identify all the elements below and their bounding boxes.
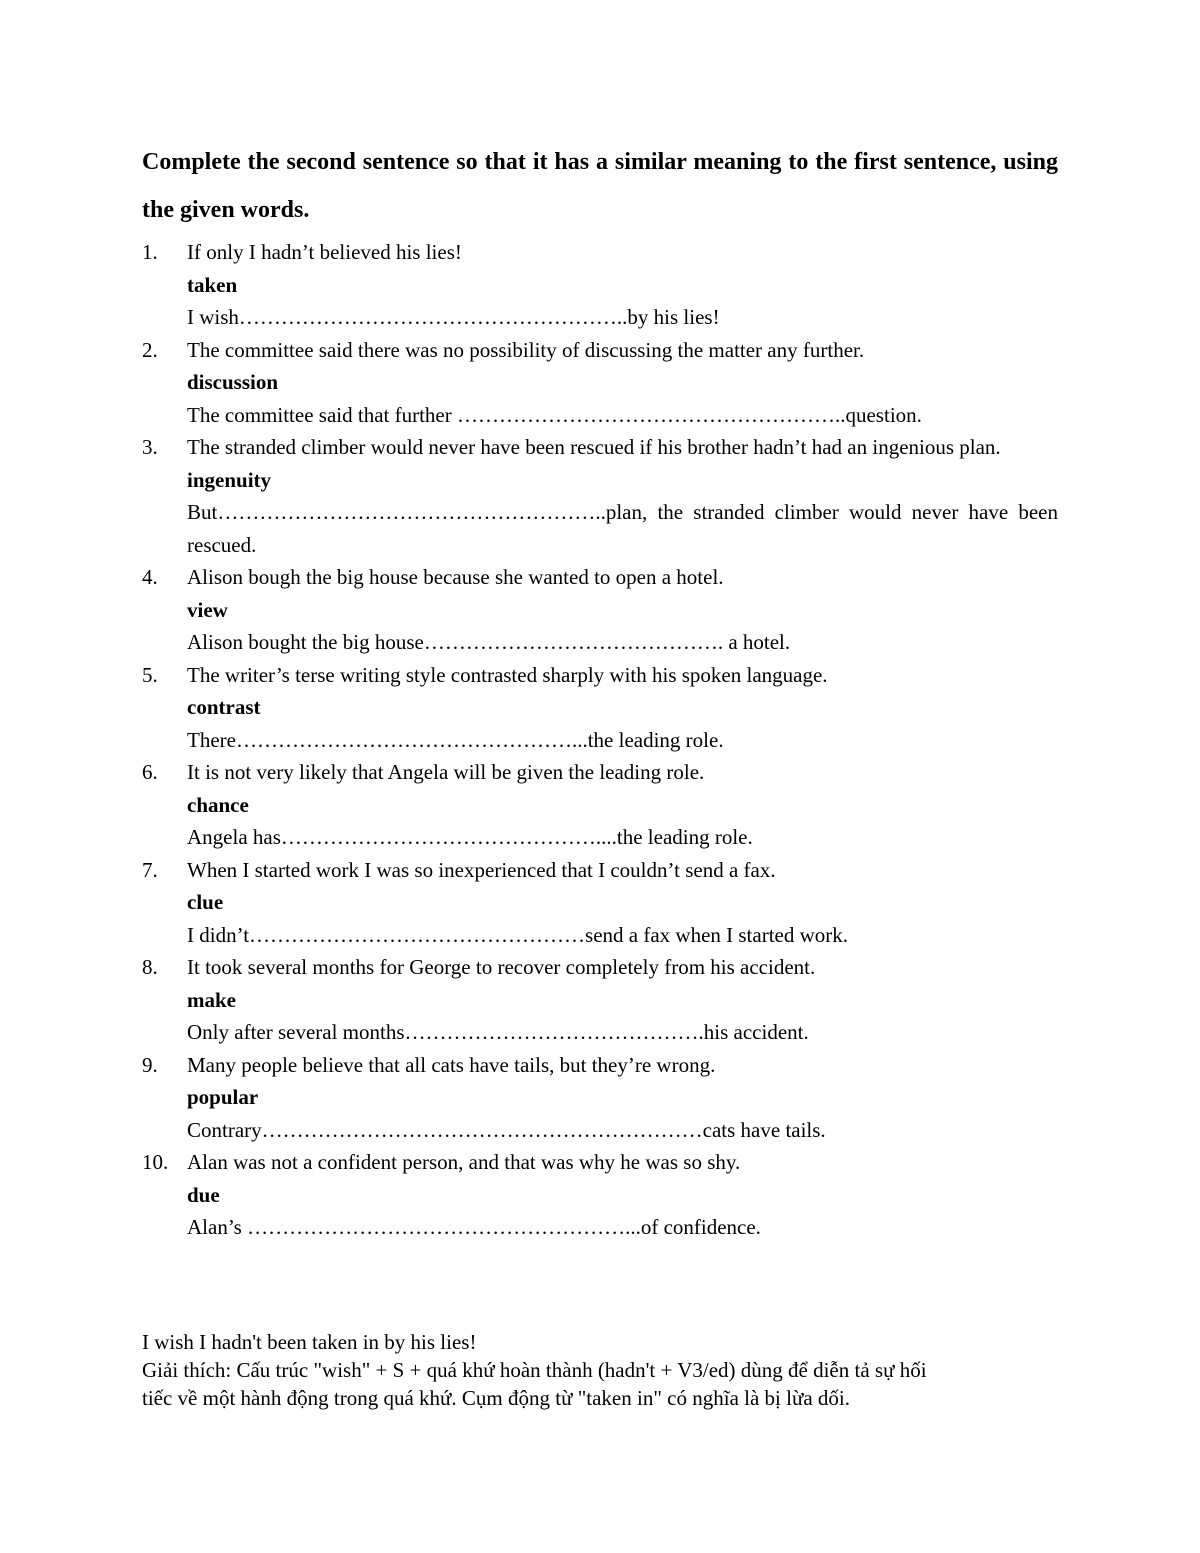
- item-number: 3.: [142, 435, 158, 459]
- exercise-item: [142, 951, 1058, 1049]
- item-number: 8.: [142, 955, 158, 979]
- exercise-item: [142, 1049, 1058, 1147]
- item-number: 4.: [142, 565, 158, 589]
- answer-sentence: I wish I hadn't been taken in by his lies!: [142, 1330, 477, 1354]
- exercise-item: [142, 1146, 1058, 1244]
- rewrite-prompt: I didn’t…………………………………………send a fax when I started work.: [187, 922, 849, 947]
- item-number: 1.: [142, 240, 158, 264]
- rewrite-prompt: Contrary………………………………………………………cats have tails.: [187, 1117, 826, 1142]
- explanation-line: Giải thích: Cấu trúc "wish" + S + quá khứ hoàn thành (hadn't + V3/ed) dùng để diễn tả sự hối: [142, 1358, 927, 1382]
- given-word: taken: [187, 272, 238, 297]
- item-number: 9.: [142, 1052, 158, 1077]
- explanation-line: tiếc về một hành động trong quá khứ. Cụm động từ "taken in" có nghĩa là bị lừa dối.: [142, 1386, 851, 1410]
- exercise-item: [142, 431, 1058, 561]
- exercise-item: [142, 756, 1058, 854]
- given-word: chance: [187, 792, 249, 817]
- exercise-item: [142, 659, 1058, 757]
- original-sentence: When I started work I was so inexperienced that I couldn’t send a fax.: [187, 857, 776, 882]
- exercise-list: [142, 236, 1058, 1244]
- given-word: make: [187, 987, 236, 1012]
- original-sentence: Many people believe that all cats have tails, but they’re wrong.: [187, 1052, 716, 1077]
- instruction-heading: Complete the second sentence so that it has a similar meaning to the first sentence, using the given words.: [142, 149, 1058, 223]
- original-sentence: Alan was not a confident person, and that was why he was so shy.: [187, 1150, 741, 1174]
- given-word: clue: [187, 890, 224, 914]
- original-sentence: If only I hadn’t believed his lies!: [187, 240, 462, 264]
- rewrite-prompt: Alan’s ………………………………………………...of confidence.: [187, 1215, 761, 1239]
- exercise-item: [142, 854, 1058, 952]
- item-number: 5.: [142, 662, 158, 687]
- rewrite-prompt: Angela has………………………………………....the leading role.: [187, 825, 753, 849]
- given-word: contrast: [187, 695, 261, 719]
- original-sentence: It took several months for George to recover completely from his accident.: [187, 955, 816, 979]
- original-sentence: It is not very likely that Angela will be given the leading role.: [187, 760, 705, 784]
- exercise-item: [142, 561, 1058, 659]
- given-word: ingenuity: [187, 467, 272, 492]
- rewrite-prompt: Alison bought the big house……………………………………. a hotel.: [187, 630, 791, 654]
- item-number: 6.: [142, 760, 158, 784]
- rewrite-prompt: There…………………………………………...the leading role.: [187, 727, 724, 752]
- answer-explanation: [142, 1328, 1058, 1412]
- original-sentence: The stranded climber would never have been rescued if his brother hadn’t had an ingenious plan.: [187, 435, 1001, 459]
- given-word: view: [187, 597, 228, 622]
- original-sentence: The writer’s terse writing style contrasted sharply with his spoken language.: [187, 662, 828, 687]
- original-sentence: Alison bough the big house because she wanted to open a hotel.: [187, 565, 724, 589]
- original-sentence: The committee said there was no possibility of discussing the matter any further.: [187, 337, 865, 362]
- item-number: 7.: [142, 857, 158, 882]
- exercise-item: [142, 334, 1058, 432]
- rewrite-prompt: Only after several months…………………………………….his accident.: [187, 1020, 809, 1044]
- item-number: 10.: [142, 1150, 169, 1174]
- rewrite-prompt: The committee said that further ………………………………………………..question.: [187, 402, 922, 427]
- given-word: due: [187, 1182, 220, 1207]
- given-word: discussion: [187, 370, 279, 394]
- exercise-item: [142, 236, 1058, 334]
- item-number: 2.: [142, 337, 158, 362]
- rewrite-prompt: But………………………………………………..plan, the stranded climber would never have been rescued.: [187, 500, 1058, 557]
- rewrite-prompt: I wish………………………………………………..by his lies!: [187, 305, 720, 329]
- given-word: popular: [187, 1085, 259, 1109]
